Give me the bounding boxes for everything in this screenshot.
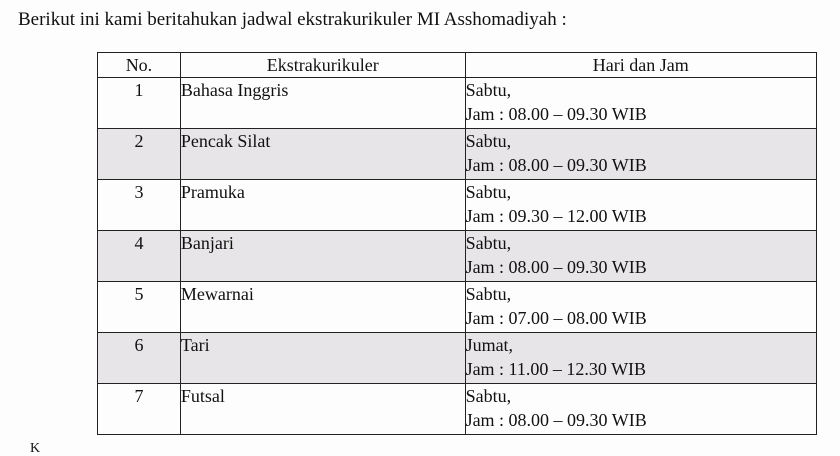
schedule-day: Sabtu, bbox=[465, 386, 512, 406]
row-number: 4 bbox=[98, 231, 181, 282]
row-number: 6 bbox=[98, 333, 181, 384]
intro-text: Berikut ini kami beritahukan jadwal ekstrakurikuler MI Asshomadiyah : bbox=[18, 9, 567, 30]
schedule-time: Jam : 08.00 – 09.30 WIB bbox=[465, 155, 647, 175]
schedule-day: Sabtu, bbox=[465, 131, 512, 151]
table-row bbox=[98, 231, 817, 282]
schedule-cell bbox=[465, 78, 816, 129]
schedule-cell bbox=[465, 333, 816, 384]
schedule-time: Jam : 07.00 – 08.00 WIB bbox=[465, 308, 647, 328]
activity-name: Banjari bbox=[180, 231, 465, 282]
header-no: No. bbox=[98, 53, 181, 78]
activity-name: Pencak Silat bbox=[180, 129, 465, 180]
schedule-time: Jam : 08.00 – 09.30 WIB bbox=[465, 104, 647, 124]
activity-name: Mewarnai bbox=[180, 282, 465, 333]
activity-name: Tari bbox=[180, 333, 465, 384]
schedule-day: Sabtu, bbox=[465, 284, 512, 304]
schedule-cell bbox=[465, 231, 816, 282]
header-ekstrakurikuler: Ekstrakurikuler bbox=[180, 53, 465, 78]
schedule-day: Sabtu, bbox=[465, 182, 512, 202]
schedule-day: Sabtu, bbox=[465, 233, 512, 253]
table-header-row bbox=[98, 53, 817, 78]
cropped-next-line-text: K bbox=[30, 441, 41, 456]
schedule-time: Jam : 08.00 – 09.30 WIB bbox=[465, 257, 647, 277]
table-row bbox=[98, 78, 817, 129]
schedule-cell bbox=[465, 282, 816, 333]
activity-name: Bahasa Inggris bbox=[180, 78, 465, 129]
row-number: 3 bbox=[98, 180, 181, 231]
schedule-cell bbox=[465, 180, 816, 231]
schedule-time: Jam : 09.30 – 12.00 WIB bbox=[465, 206, 647, 226]
schedule-cell bbox=[465, 129, 816, 180]
schedule-cell bbox=[465, 384, 816, 435]
table-row bbox=[98, 384, 817, 435]
activity-name: Pramuka bbox=[180, 180, 465, 231]
row-number: 7 bbox=[98, 384, 181, 435]
schedule-table bbox=[97, 52, 817, 435]
schedule-day: Sabtu, bbox=[465, 80, 512, 100]
activity-name: Futsal bbox=[180, 384, 465, 435]
table-row bbox=[98, 282, 817, 333]
table-row bbox=[98, 333, 817, 384]
table-row bbox=[98, 129, 817, 180]
schedule-time: Jam : 08.00 – 09.30 WIB bbox=[465, 410, 647, 430]
schedule-day: Jumat, bbox=[465, 335, 514, 355]
row-number: 2 bbox=[98, 129, 181, 180]
row-number: 1 bbox=[98, 78, 181, 129]
table-row bbox=[98, 180, 817, 231]
row-number: 5 bbox=[98, 282, 181, 333]
header-hari-jam: Hari dan Jam bbox=[465, 53, 816, 78]
schedule-time: Jam : 11.00 – 12.30 WIB bbox=[465, 359, 647, 379]
